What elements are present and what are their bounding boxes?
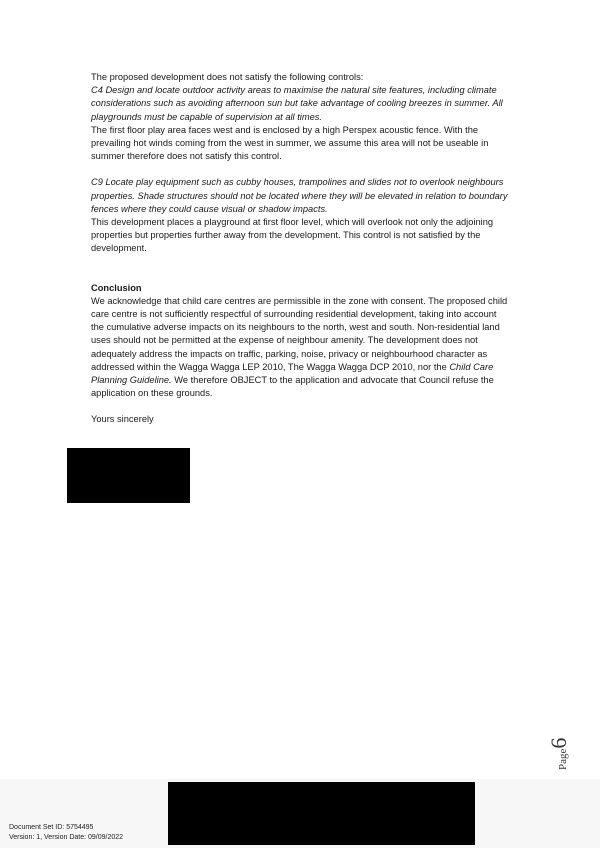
conclusion-paragraph (91, 295, 511, 401)
footer-metadata (9, 823, 123, 842)
sign-off: Yours sincerely (91, 414, 154, 425)
guideline-title: Child Care Planning Guideline. (91, 361, 494, 386)
conclusion-text-part-1: We acknowledge that child care centres are permissible in the zone with consent. The proposed child care centre is not sufficiently respectful of surrounding residential development, taking into account the cumulative adverse impacts on its neighbours to the north, west and south. Non-residential land uses should not be permitted at the expense of neighbour amenity. The development does not adequately address the impacts on traffic, parking, noise, privacy or neighbourhood character as addressed within the Wagga Wagga LEP 2010, The Wagga Wagga DCP 2010, nor the (91, 295, 508, 372)
conclusion-heading: Conclusion (91, 282, 142, 293)
c4-control-text: C4 Design and locate outdoor activity areas to maximise the natural site features, including climate considerations such as avoiding afternoon sun but take advantage of cooling breezes in summer. All playgrounds must be capable of supervision at all times. (91, 85, 503, 122)
version-info: Version: 1, Version Date: 09/09/2022 (9, 833, 124, 841)
redacted-signature (67, 448, 190, 503)
letter-body (91, 71, 511, 427)
c9-response-text: This development places a playground at first floor level, which will overlook not only the adjoining properties but properties further away from the development. This control is not satisfied by the development. (91, 217, 494, 254)
c9-control-text: C9 Locate play equipment such as cubby houses, trampolines and slides not to overlook neighbours properties. Shade structures should not be located where they will be elevated in relation to boundary fences where they could cause visual or shadow impacts. (91, 177, 508, 214)
page-number (546, 738, 572, 770)
redacted-footer-block (168, 782, 475, 845)
page-number-value: 6 (546, 737, 571, 749)
page-label: Page (557, 748, 569, 770)
document-set-id: Document Set ID: 5754495 (9, 824, 94, 831)
conclusion-text-part-2: We therefore OBJECT to the application and advocate that Council refuse the application on these grounds. (91, 375, 494, 399)
c4-response-text: The first floor play area faces west and is enclosed by a high Perspex acoustic fence. With the prevailing hot winds coming from the west in summer, we assume this area will not be useable in summer therefore does not satisfy this control. (91, 124, 489, 162)
controls-intro: The proposed development does not satisfy the following controls: (91, 72, 364, 82)
